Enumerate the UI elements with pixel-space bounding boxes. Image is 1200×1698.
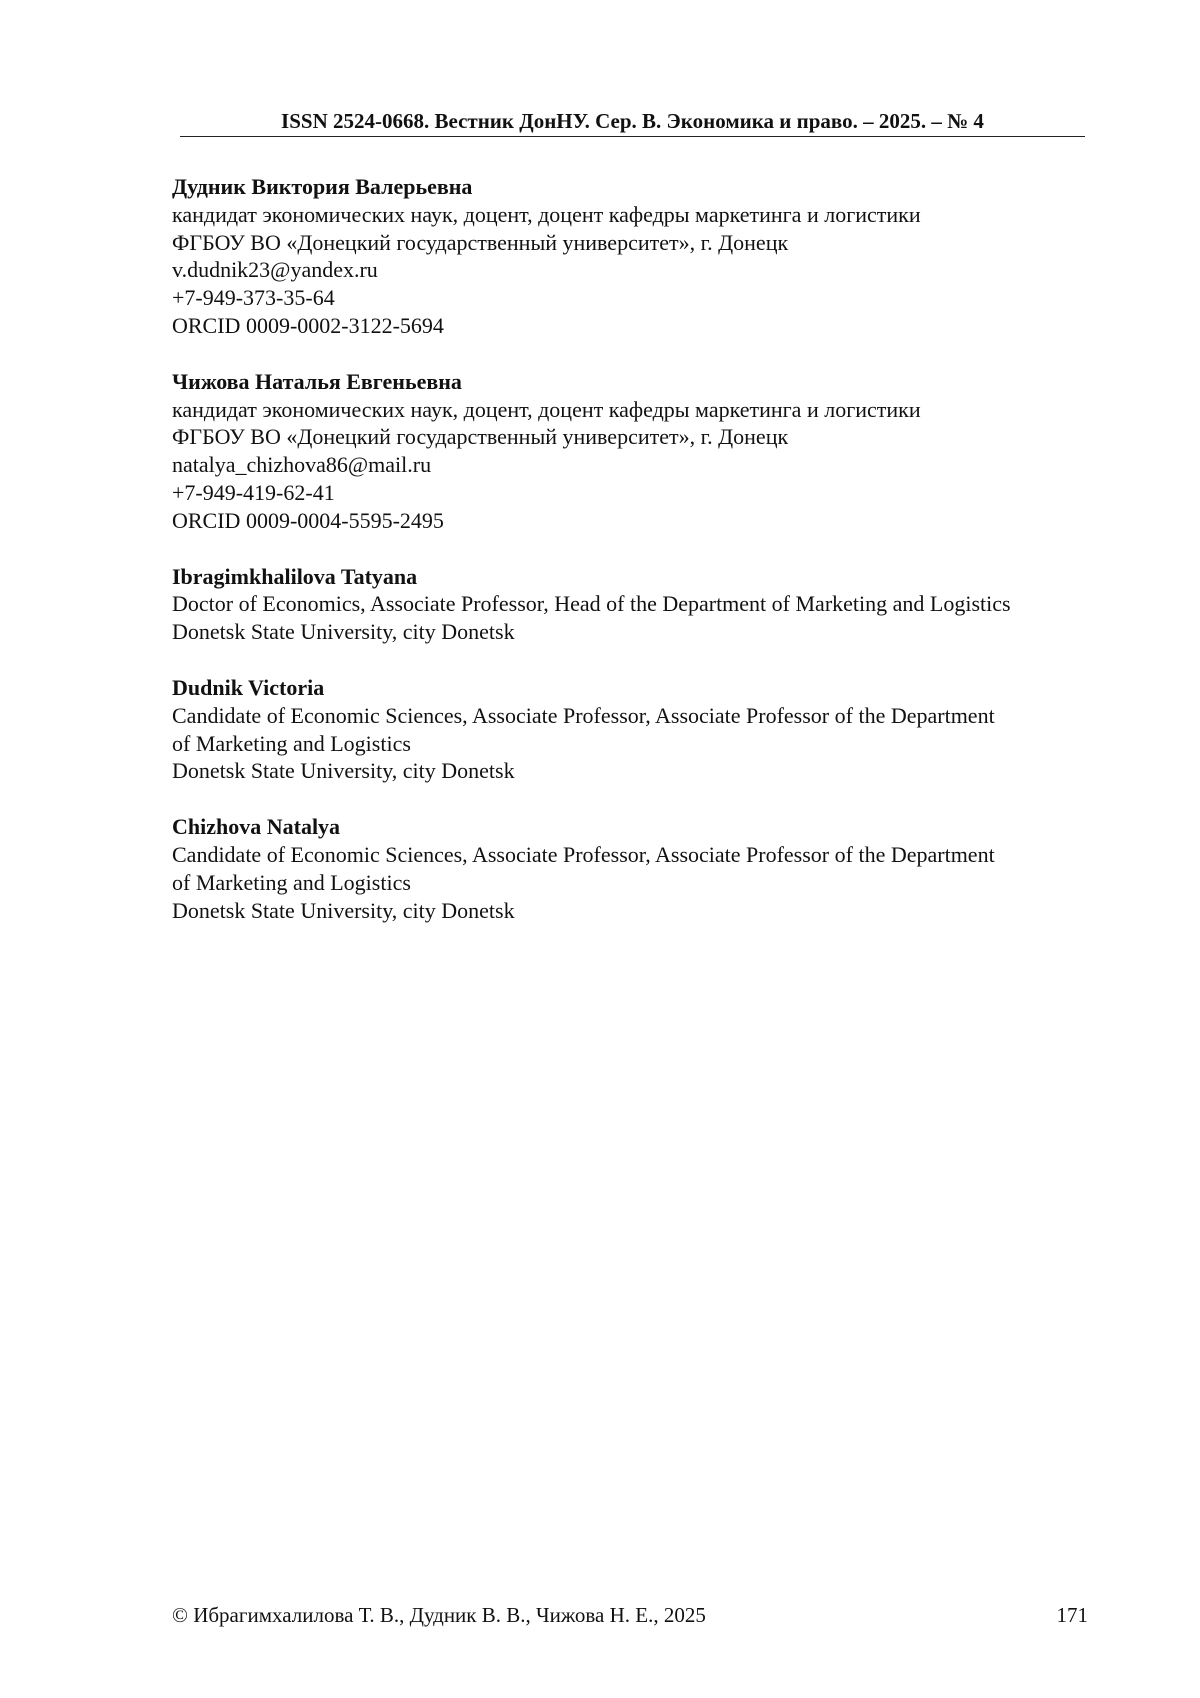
author-affiliation: ФГБОУ ВО «Донецкий государственный университет», г. Донецк <box>172 424 789 450</box>
author-orcid: ORCID 0009-0004-5595-2495 <box>172 507 444 533</box>
author-block <box>172 563 1092 646</box>
page-number: 171 <box>1056 1603 1088 1627</box>
copyright-notice: © Ибрагимхалилова Т. В., Дудник В. В., Чижова Н. Е., 2025 <box>172 1603 706 1627</box>
author-email: v.dudnik23@yandex.ru <box>172 257 378 283</box>
author-name: Дудник Виктория Валерьевна <box>172 174 473 199</box>
author-orcid: ORCID 0009-0002-3122-5694 <box>172 312 444 338</box>
author-position-continued: of Marketing and Logistics <box>172 869 411 895</box>
author-name: Чижова Наталья Евгеньевна <box>172 368 462 394</box>
author-name: Dudnik Victoria <box>172 674 325 700</box>
author-affiliation: Donetsk State University, city Donetsk <box>172 758 515 784</box>
journal-title: ISSN 2524-0668. Вестник ДонНУ. Сер. В. Экономика и право. – 2025. – № 4 <box>281 109 984 133</box>
author-phone: +7-949-373-35-64 <box>172 285 335 311</box>
author-email: natalya_chizhova86@mail.ru <box>172 452 432 478</box>
author-phone: +7-949-419-62-41 <box>172 479 335 505</box>
author-affiliation: ФГБОУ ВО «Донецкий государственный университет», г. Донецк <box>172 229 789 255</box>
author-position: Doctor of Economics, Associate Professor, Head of the Department of Marketing and Logistics <box>172 591 1011 617</box>
author-position-continued: of Marketing and Logistics <box>172 730 411 756</box>
author-position: Candidate of Economic Sciences, Associate Professor, Associate Professor of the Department <box>172 841 995 867</box>
author-name: Ibragimkhalilova Tatyana <box>172 563 418 589</box>
author-affiliation: Donetsk State University, city Donetsk <box>172 619 515 645</box>
author-name: Chizhova Natalya <box>172 814 341 840</box>
running-header <box>180 107 1085 137</box>
author-block <box>172 173 1092 340</box>
author-position: кандидат экономических наук, доцент, доцент кафедры маркетинга и логистики <box>172 396 921 422</box>
author-info-section <box>172 173 1092 952</box>
author-block <box>172 368 1092 535</box>
author-affiliation: Donetsk State University, city Donetsk <box>172 897 515 923</box>
author-block <box>172 674 1092 785</box>
author-position: Candidate of Economic Sciences, Associate Professor, Associate Professor of the Department <box>172 702 995 728</box>
author-block <box>172 813 1092 924</box>
author-position: кандидат экономических наук, доцент, доцент кафедры маркетинга и логистики <box>172 201 921 227</box>
